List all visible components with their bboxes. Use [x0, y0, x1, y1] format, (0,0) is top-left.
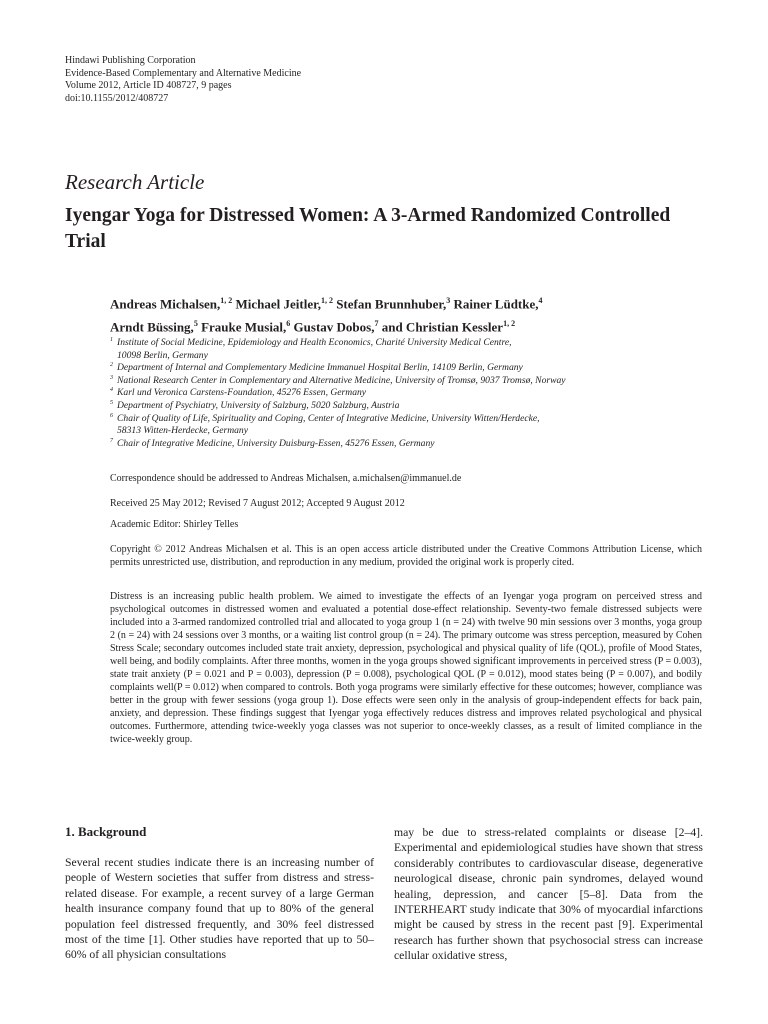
affiliation-number: 3 [110, 374, 113, 381]
author-affil-ref: 1, 2 [220, 296, 233, 305]
affiliation-text: Department of Psychiatry, University of Salzburg, 5020 Salzburg, Austria [117, 399, 400, 411]
affiliation-text: Department of Internal and Complementary Medicine Immanuel Hospital Berlin, 14109 Berlin, Germany [117, 362, 523, 374]
affiliation-item [110, 438, 670, 451]
affiliation-item [110, 400, 670, 413]
academic-editor: Academic Editor: Shirley Telles [110, 519, 239, 530]
affiliation-text: Institute of Social Medicine, Epidemiology and Health Economics, Charité University Medical Centre, [117, 337, 512, 348]
journal-header [65, 55, 301, 105]
correspondence-email-link[interactable]: a.michalsen@immanuel.de [352, 473, 462, 484]
section-heading: 1. Background [65, 824, 147, 839]
affiliation-number: 6 [110, 412, 113, 419]
author-list [110, 291, 710, 338]
author-name: Stefan Brunnhuber, [336, 296, 447, 312]
abstract: Distress is an increasing public health problem. We aimed to investigate the effects of an Iyengar yoga program on perceived stress and psychological outcomes in distressed women and evaluated a potential dose-effect relationship. Seventy-two female distressed subjects were included into a 3-armed randomized controlled trial and allocated to yoga group 1 (n = 24) with twelve 90 min sessions over 3 months, yoga group 2 (n = 24) with 24 sessions over 3 months, or a waiting list control group (n = 24). The primary outcome was stress perception, measured by Cohen Stress Scale; secondary outcomes included state trait anxiety, depression, psychological and physical quality of life (QOL), profile of Mood States, well being, and bodily complaints. After three months, women in the yoga groups showed significant improvements in perceived stress (P = 0.003), state trait anxiety (P = 0.021 and P = 0.003), depression (P = 0.008), psychological QOL (P = 0.012), mood states being (P = 0.007), and bodily complaints well(P = 0.012) when compared to controls. Both yoga programs were similarly effective for these outcomes; however, compliance was better in the group with fewer sessions (yoga group 1). Dose effects were seen only in the analysis of group-independent effects for back pain, anxiety, and depression. These findings suggest that Iyengar yoga effectively reduces distress and improves related psychological and physical outcomes. Furthermore, attending twice-weekly yoga classes was not superior to once-weekly classes, as a result of limited compliance in the twice-weekly group. [110, 591, 702, 745]
author-affil-ref: 3 [446, 296, 451, 305]
author-name: Gustav Dobos, [293, 319, 375, 335]
paper-title: Iyengar Yoga for Distressed Women: A 3-Armed Randomized Controlled Trial [65, 205, 671, 252]
body-text-left-column: Several recent studies indicate there is an increasing number of people of Western societies that suffer from distress and stress-related disease. For example, a recent survey of a large German health insurance company found that up to 80% of the general population feel distressed frequently, and 30% feel distressed most of the time [1]. Other studies have reported that up to 50–60% of all physician consultations [65, 856, 374, 962]
affiliation-text: Karl und Veronica Carstens-Foundation, 45276 Essen, Germany [117, 387, 367, 399]
copyright-notice: Copyright © 2012 Andreas Michalsen et al. This is an open access article distributed under the Creative Commons Attribution License, which permits unrestricted use, distribution, and reproduction in any medium, provided the original work is properly cited. [110, 544, 702, 568]
received-dates: Received 25 May 2012; Revised 7 August 2012; Accepted 9 August 2012 [110, 498, 405, 509]
affiliation-number: 7 [110, 437, 113, 444]
affiliation-item [110, 413, 670, 438]
author-affil-ref: 5 [193, 319, 198, 329]
affiliation-item [110, 362, 670, 375]
affiliation-text-cont: 58313 Witten-Herdecke, Germany [117, 425, 248, 437]
author-name: Andreas Michalsen, [110, 296, 221, 312]
affiliation-item [110, 375, 670, 388]
volume-line: Volume 2012, Article ID 408727, 9 pages [65, 80, 232, 91]
body-text-right-column: may be due to stress-related complaints or disease [2–4]. Experimental and epidemiological studies have shown that stress considerably contributes to cardiovascular disease, degenerative neurological disease, chronic pain syndromes, delayed wound healing, depression, and cancer [5–8]. Data from the INTERHEART study indicate that 30% of myocardial infarctions might be caused by stress in the recent past [9]. Experimental research has further shown that psychosocial stress can increase cellular oxidative stress, [394, 826, 703, 963]
affiliation-number: 5 [110, 399, 113, 406]
author-affil-ref: 6 [286, 319, 291, 329]
affiliation-text: Chair of Quality of Life, Spirituality and Coping, Center of Integrative Medicine, University Witten/Herdecke, [117, 412, 540, 424]
author-name: Frauke Musial, [201, 319, 287, 335]
affiliation-text-cont: 10098 Berlin, Germany [117, 349, 208, 361]
author-affil-ref: 4 [538, 296, 543, 305]
affiliation-item [110, 337, 670, 362]
author-name: Rainer Lüdtke, [453, 296, 539, 312]
journal-name: Evidence-Based Complementary and Alternative Medicine [65, 67, 302, 79]
author-name: Michael Jeitler, [235, 296, 321, 312]
affiliation-number: 1 [110, 337, 113, 343]
author-name: Arndt Büssing, [110, 319, 194, 335]
publisher-line: Hindawi Publishing Corporation [65, 55, 196, 66]
correspondence-text: Correspondence should be addressed to Andreas Michalsen, [110, 473, 351, 484]
affiliation-text: Chair of Integrative Medicine, University Duisburg-Essen, 45276 Essen, Germany [117, 437, 435, 449]
author-affil-ref: 1, 2 [320, 296, 333, 305]
affiliation-item [110, 387, 670, 400]
doi-link[interactable]: doi:10.1155/2012/408727 [65, 92, 169, 104]
affiliation-number: 4 [110, 387, 113, 394]
author-affil-ref: 1, 2 [503, 319, 516, 329]
author-name: and Christian Kessler [381, 319, 504, 335]
correspondence [110, 472, 702, 485]
affiliation-list [110, 337, 670, 450]
article-type: Research Article [65, 170, 205, 194]
author-affil-ref: 7 [374, 319, 379, 329]
affiliation-number: 2 [110, 362, 113, 369]
affiliation-text: National Research Center in Complementary and Alternative Medicine, University of Tromsø, 9037 Tromsø, Norway [117, 374, 566, 386]
